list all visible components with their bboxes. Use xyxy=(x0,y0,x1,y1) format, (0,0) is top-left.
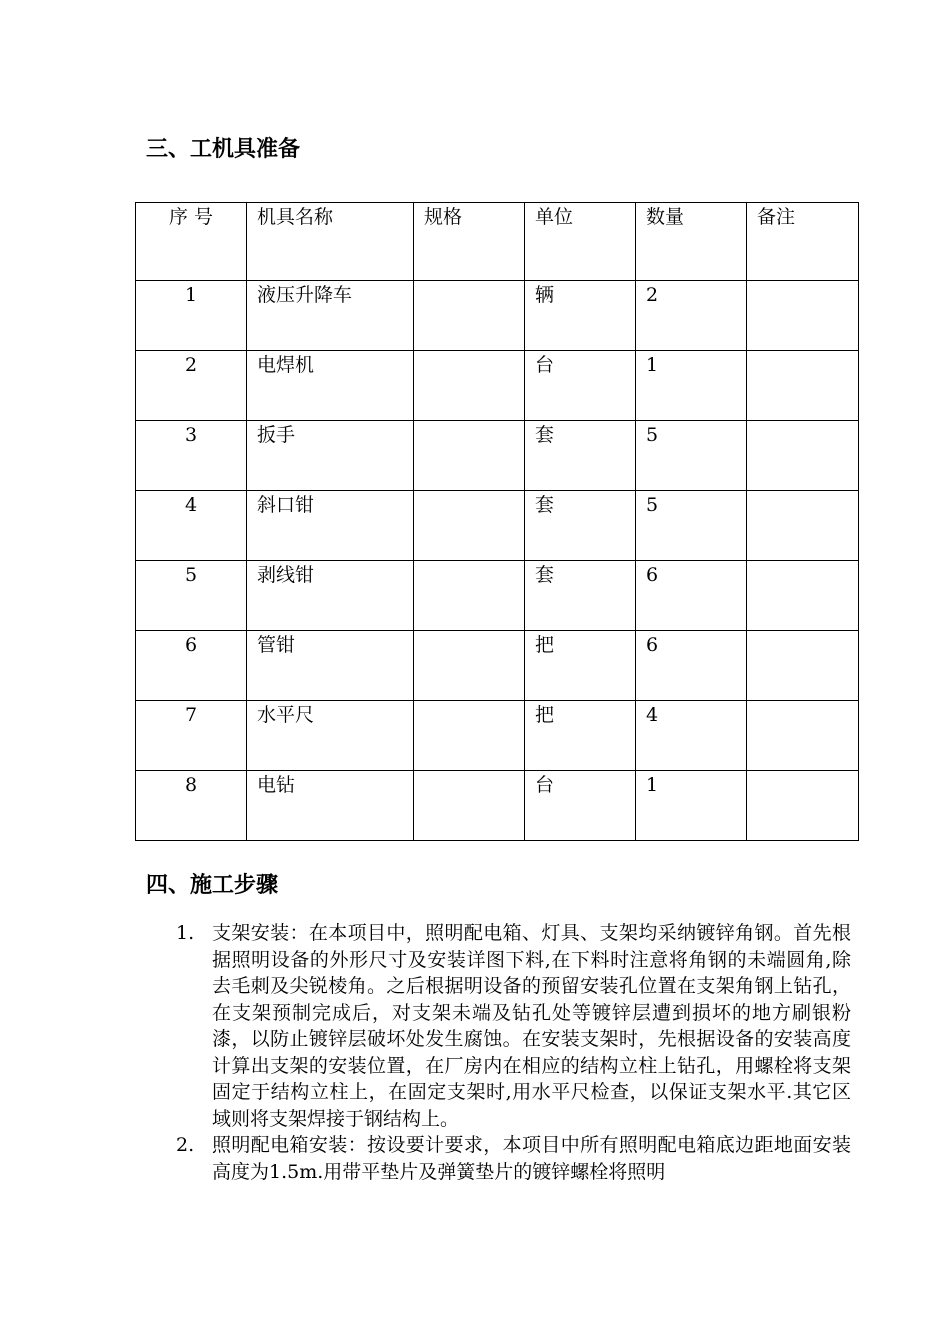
table-row xyxy=(136,771,859,841)
table-row xyxy=(136,351,859,421)
cell-spec xyxy=(414,281,525,351)
list-item-number: 2. xyxy=(176,1134,195,1156)
cell-qty: 5 xyxy=(636,421,747,491)
cell-spec xyxy=(414,631,525,701)
cell-note xyxy=(747,351,859,421)
list-item xyxy=(146,1132,851,1185)
cell-unit: 台 xyxy=(525,771,636,841)
cell-unit: 台 xyxy=(525,351,636,421)
cell-qty: 6 xyxy=(636,631,747,701)
header-name: 机具名称 xyxy=(247,203,414,281)
cell-seq: 5 xyxy=(136,561,247,631)
cell-note xyxy=(747,421,859,491)
cell-seq: 1 xyxy=(136,281,247,351)
cell-name: 电钻 xyxy=(247,771,414,841)
cell-qty: 1 xyxy=(636,771,747,841)
cell-name: 扳手 xyxy=(247,421,414,491)
header-seq: 序 号 xyxy=(136,203,247,281)
list-item-text: 支架安装：在本项目中，照明配电箱、灯具、支架均采纳镀锌角钢。首先根据照明设备的外形尺寸及安装详图下料,在下料时注意将角钢的未端圆角,除去毛刺及尖锐棱角。之后根据明设备的预留安装孔位置在支架角钢上钻孔，在支架预制完成后，对支架未端及钻孔处等镀锌层遭到损坏的地方刷银粉漆，以防止镀锌层破坏处发生腐蚀。在安装支架时，先根据设备的安装高度计算出支架的安装位置，在厂房内在相应的结构立柱上钻孔，用螺栓将支架固定于结构立柱上，在固定支架时,用水平尺检查，以保证支架水平.其它区域则将支架焊接于钢结构上。 xyxy=(212,922,851,1130)
cell-note xyxy=(747,281,859,351)
section-heading-steps: 四、施工步骤 xyxy=(146,873,279,898)
cell-name: 水平尺 xyxy=(247,701,414,771)
cell-seq: 4 xyxy=(136,491,247,561)
cell-unit: 把 xyxy=(525,631,636,701)
cell-name: 电焊机 xyxy=(247,351,414,421)
cell-seq: 3 xyxy=(136,421,247,491)
cell-unit: 把 xyxy=(525,701,636,771)
cell-spec xyxy=(414,771,525,841)
cell-unit: 辆 xyxy=(525,281,636,351)
list-item-number: 1. xyxy=(176,922,195,944)
cell-unit: 套 xyxy=(525,421,636,491)
cell-note xyxy=(747,701,859,771)
cell-qty: 2 xyxy=(636,281,747,351)
cell-name: 剥线钳 xyxy=(247,561,414,631)
header-qty: 数量 xyxy=(636,203,747,281)
cell-unit: 套 xyxy=(525,491,636,561)
cell-qty: 1 xyxy=(636,351,747,421)
list-item xyxy=(146,920,851,1132)
section-heading-tools: 三、工机具准备 xyxy=(146,137,301,162)
cell-note xyxy=(747,771,859,841)
table-header-row xyxy=(136,203,859,281)
cell-spec xyxy=(414,491,525,561)
cell-qty: 6 xyxy=(636,561,747,631)
cell-qty: 4 xyxy=(636,701,747,771)
cell-spec xyxy=(414,701,525,771)
cell-note xyxy=(747,631,859,701)
header-unit: 单位 xyxy=(525,203,636,281)
cell-spec xyxy=(414,351,525,421)
table-row xyxy=(136,281,859,351)
header-spec: 规格 xyxy=(414,203,525,281)
tools-table xyxy=(135,202,859,841)
cell-seq: 6 xyxy=(136,631,247,701)
cell-seq: 2 xyxy=(136,351,247,421)
list-item-text: 照明配电箱安装：按设要计要求，本项目中所有照明配电箱底边距地面安装高度为1.5m.用带平垫片及弹簧垫片的镀锌螺栓将照明 xyxy=(212,1134,851,1183)
table-row xyxy=(136,421,859,491)
cell-qty: 5 xyxy=(636,491,747,561)
cell-name: 液压升降车 xyxy=(247,281,414,351)
table-row xyxy=(136,491,859,561)
table-row xyxy=(136,561,859,631)
cell-seq: 8 xyxy=(136,771,247,841)
header-note: 备注 xyxy=(747,203,859,281)
cell-note xyxy=(747,491,859,561)
cell-spec xyxy=(414,421,525,491)
cell-spec xyxy=(414,561,525,631)
steps-list xyxy=(146,920,851,1185)
cell-seq: 7 xyxy=(136,701,247,771)
cell-note xyxy=(747,561,859,631)
cell-name: 管钳 xyxy=(247,631,414,701)
cell-name: 斜口钳 xyxy=(247,491,414,561)
cell-unit: 套 xyxy=(525,561,636,631)
table-row xyxy=(136,631,859,701)
table-row xyxy=(136,701,859,771)
